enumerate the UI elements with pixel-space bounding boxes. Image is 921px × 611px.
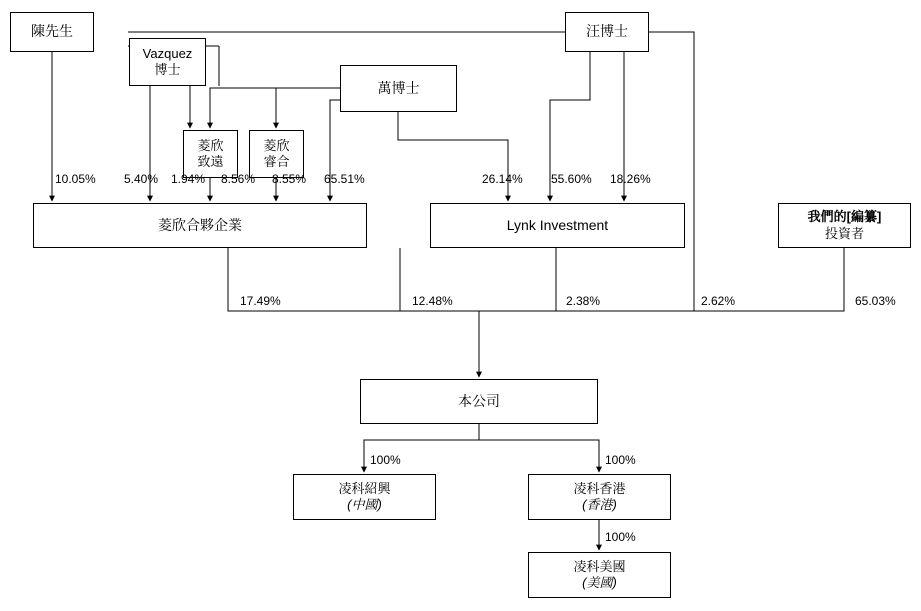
node-lingxin-zhiyuan-line-1: 致遠: [197, 154, 224, 169]
node-vazquez: [129, 38, 206, 86]
percent-label-2-38: 2.38%: [566, 294, 601, 308]
percent-label-55-60: 55.60%: [551, 172, 592, 186]
node-lingke-shaoxing: [293, 474, 436, 520]
node-vazquez-line-0: Vazquez: [142, 45, 193, 61]
percent-label-10-05: 10.05%: [55, 172, 96, 186]
percent-label-26-14: 26.14%: [482, 172, 523, 186]
node-lingxin-ruihe-line-0: 菱欣: [263, 137, 290, 153]
percent-label-1-94: 1.94%: [171, 172, 206, 186]
node-chen: [10, 12, 94, 52]
node-lingxin-ruihe: [249, 130, 304, 178]
percent-label-5-40: 5.40%: [124, 172, 159, 186]
percent-label-2-62: 2.62%: [701, 294, 736, 308]
node-wan: [340, 65, 457, 112]
node-company: [360, 379, 598, 424]
node-lingke-shaoxing-line-1: (中國): [347, 497, 382, 512]
percent-label-100-shaoxing: 100%: [370, 453, 401, 467]
node-our-investors-line-0: 我們的[編纂]: [807, 209, 882, 225]
percent-label-65-03: 65.03%: [855, 294, 896, 308]
node-lingke-usa-line-0: 凌科美國: [573, 558, 626, 574]
node-lingxin-partnership: [33, 203, 367, 248]
node-chen-line-0: 陳先生: [31, 23, 73, 40]
node-wan-line-0: 萬博士: [377, 79, 420, 96]
percent-label-100-usa: 100%: [605, 530, 636, 544]
percent-label-100-hongkong: 100%: [605, 453, 636, 467]
percent-label-17-49: 17.49%: [240, 294, 281, 308]
node-our-investors-line-1: 投資者: [824, 225, 864, 241]
node-lingke-shaoxing-line-0: 凌科紹興: [338, 480, 391, 496]
node-lingke-usa-line-1: (美國): [582, 575, 617, 590]
percent-label-8-56: 8.56%: [221, 172, 256, 186]
node-lingxin-zhiyuan-line-0: 菱欣: [197, 137, 224, 153]
node-lingke-hongkong-line-1: (香港): [582, 497, 617, 512]
node-lingxin-partnership-line-0: 菱欣合夥企業: [158, 216, 242, 233]
percent-label-18-26: 18.26%: [610, 172, 651, 186]
node-lingke-hongkong-line-0: 凌科香港: [573, 480, 626, 496]
node-lynk-investment: [430, 203, 685, 248]
node-wang-line-0: 汪博士: [586, 23, 628, 40]
node-vazquez-line-1: 博士: [154, 62, 181, 77]
percent-label-12-48: 12.48%: [412, 294, 453, 308]
node-wang: [565, 12, 649, 52]
node-lingxin-zhiyuan: [183, 130, 238, 178]
percent-label-8-55: 8.55%: [272, 172, 307, 186]
node-lynk-investment-line-0: Lynk Investment: [506, 216, 609, 233]
node-lingke-usa: [528, 552, 671, 598]
node-lingke-hongkong: [528, 474, 671, 520]
node-lingxin-ruihe-line-1: 睿合: [263, 154, 290, 169]
node-our-investors: [778, 203, 911, 248]
percent-label-65-51: 65.51%: [324, 172, 365, 186]
node-company-line-0: 本公司: [458, 392, 500, 409]
